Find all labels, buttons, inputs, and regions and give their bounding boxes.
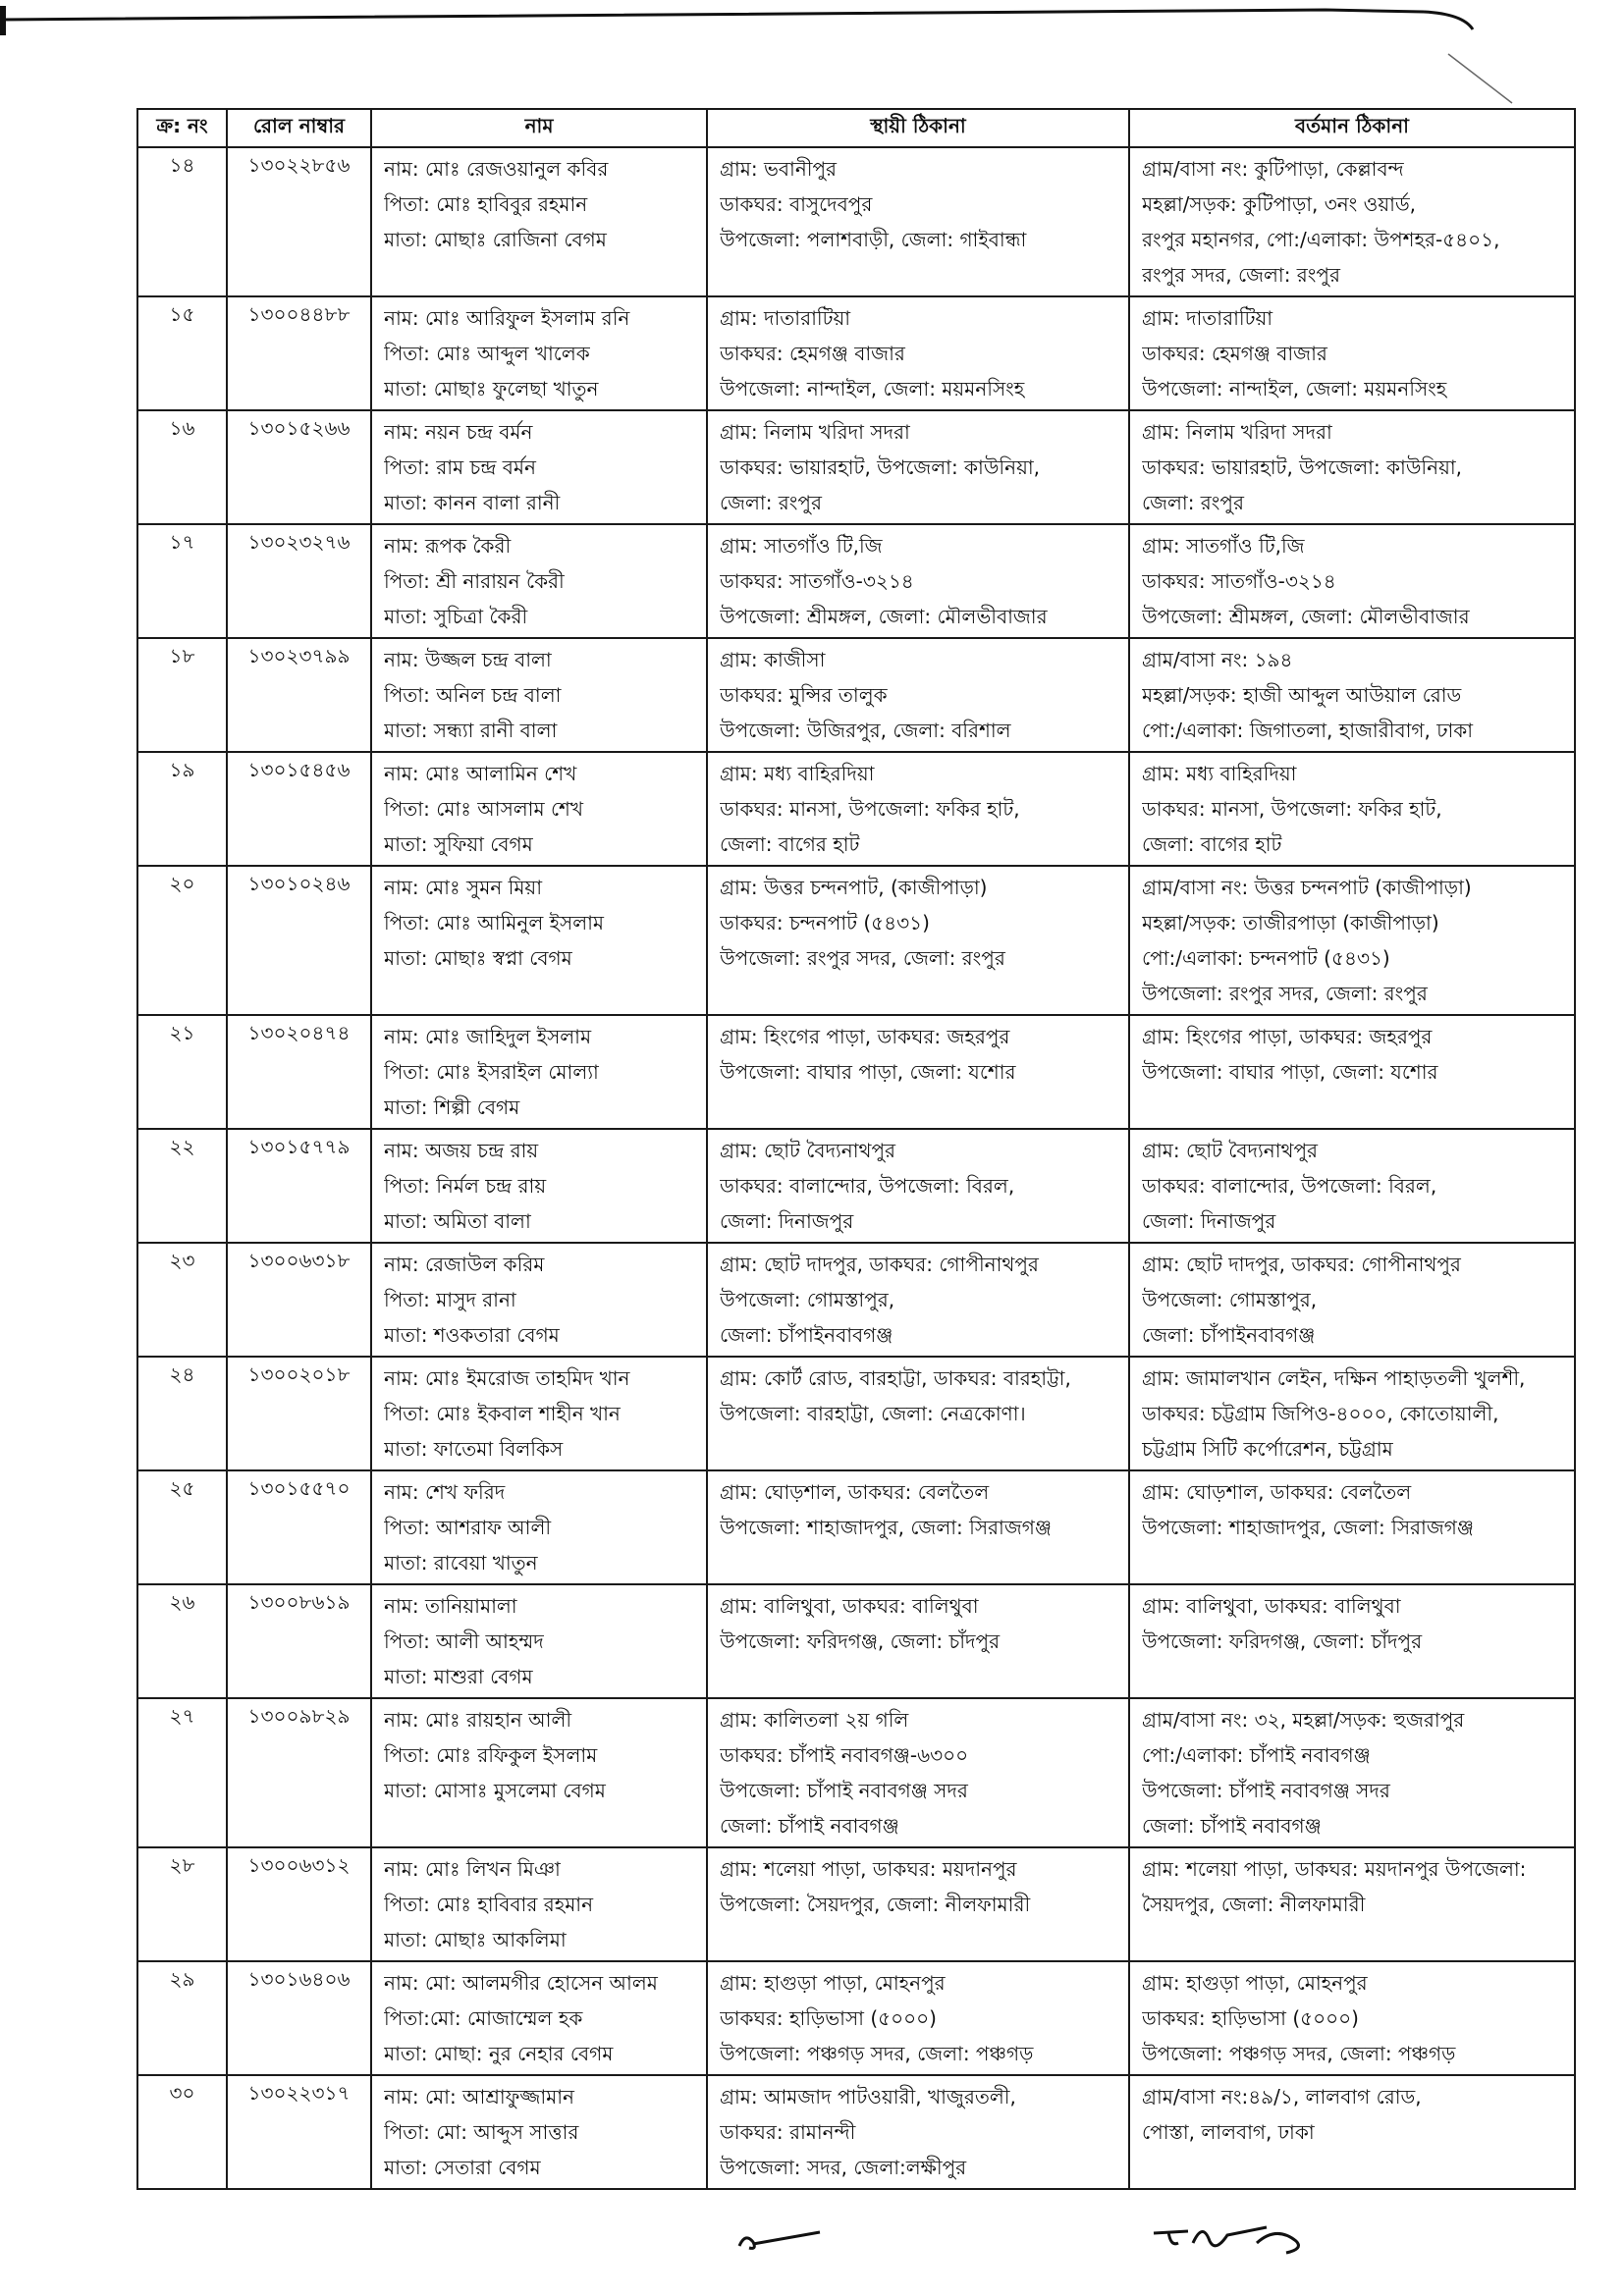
roll-number-cell: ১৩০২০৪৭৪ <box>227 1015 371 1129</box>
name-line: নাম: অজয় চন্দ্র রায় <box>384 1139 539 1162</box>
name-line: পিতা: মাসুদ রানা <box>384 1288 516 1311</box>
address-line: গ্রাম: শলেয়া পাড়া, ডাকঘর: ময়দানপুর <box>720 1857 1017 1881</box>
table-header-row <box>137 109 1575 147</box>
address-line: জেলা: চাঁপাই নবাবগঞ্জ <box>1142 1814 1322 1838</box>
name-line: নাম: নয়ন চন্দ্র বর্মন <box>384 420 533 444</box>
permanent-address-cell <box>707 1357 1129 1470</box>
roll-number-cell: ১৩০১৫৫৭০ <box>227 1470 371 1584</box>
address-line: পোস্তা, লালবাগ, ঢাকা <box>1142 2120 1315 2144</box>
address-line: উপজেলা: গোমস্তাপুর, <box>720 1288 895 1311</box>
address-line: রংপুর মহানগর, পো:/এলাকা: উপশহর-৫৪০১, <box>1142 228 1500 251</box>
name-line: মাতা: মোছাঃ রোজিনা বেগম <box>384 228 607 251</box>
address-line: ডাকঘর: মানসা, উপজেলা: ফকির হাট, <box>720 797 1020 821</box>
address-line: উপজেলা: শ্রীমঙ্গল, জেলা: মৌলভীবাজার <box>1142 605 1470 628</box>
table-row <box>137 147 1575 296</box>
present-address-cell <box>1129 296 1575 410</box>
name-line: মাতা: সুচিত্রা কৈরী <box>384 605 528 628</box>
serial-cell: ২৯ <box>137 1961 227 2075</box>
address-line: ডাকঘর: বালান্দোর, উপজেলা: বিরল, <box>720 1174 1015 1198</box>
address-line: গ্রাম/বাসা নং: কুটিপাড়া, কেল্লাবন্দ <box>1142 157 1404 181</box>
name-line: মাতা: কানন বালা রানী <box>384 491 561 514</box>
address-line: গ্রাম: ছোট দাদপুর, ডাকঘর: গোপীনাথপুর <box>720 1253 1039 1276</box>
roll-number-cell: ১৩০০৬৩১৮ <box>227 1243 371 1357</box>
name-line: পিতা: মোঃ আসলাম শেখ <box>384 797 584 821</box>
roll-number-cell: ১৩০০৮৬১৯ <box>227 1584 371 1698</box>
address-line: গ্রাম: হাগুড়া পাড়া, মোহনপুর <box>720 1971 946 1995</box>
address-line: মহল্লা/সড়ক: কুটিপাড়া, ৩নং ওয়ার্ড, <box>1142 192 1417 216</box>
address-line: জেলা: বাগের হাট <box>720 832 860 856</box>
address-line: গ্রাম: নিলাম খরিদা সদরা <box>720 420 910 444</box>
address-line: উপজেলা: বাঘার পাড়া, জেলা: যশোর <box>720 1060 1016 1084</box>
table-row <box>137 752 1575 866</box>
header-permanent-address: স্থায়ী ঠিকানা <box>707 109 1129 147</box>
roll-number-cell: ১৩০০৯৮২৯ <box>227 1698 371 1847</box>
name-cell <box>371 524 707 638</box>
fold-mark <box>1443 49 1522 108</box>
address-line: উপজেলা: পঞ্চগড় সদর, জেলা: পঞ্চগড় <box>720 2042 1034 2065</box>
address-line: উপজেলা: নান্দাইল, জেলা: ময়মনসিংহ <box>1142 377 1447 400</box>
name-cell <box>371 296 707 410</box>
address-line: ডাকঘর: ভায়ারহাট, উপজেলা: কাউনিয়া, <box>720 455 1041 479</box>
address-line: ডাকঘর: রামানন্দী <box>720 2120 856 2144</box>
serial-cell: ২৪ <box>137 1357 227 1470</box>
header-roll: রোল নাম্বার <box>227 109 371 147</box>
address-line: গ্রাম: দাতারাটিয়া <box>720 306 851 330</box>
address-line: উপজেলা: বাঘার পাড়া, জেলা: যশোর <box>1142 1060 1438 1084</box>
name-line: নাম: রেজাউল করিম <box>384 1253 545 1276</box>
serial-cell: ২৩ <box>137 1243 227 1357</box>
name-line: মাতা: সুফিয়া বেগম <box>384 832 533 856</box>
name-line: মাতা: মাশুরা বেগম <box>384 1665 533 1688</box>
permanent-address-cell <box>707 1698 1129 1847</box>
name-cell <box>371 1129 707 1243</box>
present-address-cell <box>1129 1847 1575 1961</box>
address-line: জেলা: চাঁপাইনবাবগঞ্জ <box>720 1323 893 1347</box>
address-line: গ্রাম: মধ্য বাহিরদিয়া <box>1142 762 1297 785</box>
table-row <box>137 2075 1575 2189</box>
signature-left <box>731 2220 830 2260</box>
name-line: পিতা: আশরাফ আলী <box>384 1516 552 1539</box>
address-line: ডাকঘর: হাড়িভাসা (৫০০০) <box>720 2006 937 2030</box>
address-line: গ্রাম: মধ্য বাহিরদিয়া <box>720 762 875 785</box>
table-body <box>137 147 1575 2189</box>
name-cell <box>371 1961 707 2075</box>
name-line: নাম: মোঃ রায়হান আলী <box>384 1708 572 1732</box>
roll-number-cell: ১৩০২৩৭৯৯ <box>227 638 371 752</box>
address-line: ডাকঘর: বাসুদেবপুর <box>720 192 873 216</box>
address-line: মহল্লা/সড়ক: হাজী আব্দুল আউয়াল রোড <box>1142 683 1462 707</box>
permanent-address-cell <box>707 1470 1129 1584</box>
name-cell <box>371 866 707 1015</box>
permanent-address-cell <box>707 752 1129 866</box>
scan-border-marks <box>0 0 1624 39</box>
address-line: পো:/এলাকা: জিগাতলা, হাজারীবাগ, ঢাকা <box>1142 719 1474 742</box>
address-line: গ্রাম: ছোট বৈদ্যনাথপুর <box>1142 1139 1319 1162</box>
address-line: উপজেলা: রংপুর সদর, জেলা: রংপুর <box>720 946 1005 970</box>
address-line: ডাকঘর: চাঁপাই নবাবগঞ্জ-৬৩০০ <box>720 1743 969 1767</box>
address-line: পো:/এলাকা: চন্দনপাট (৫৪৩১) <box>1142 946 1390 970</box>
address-line: ডাকঘর: মুন্সির তালুক <box>720 683 888 707</box>
name-line: নাম: উজ্জল চন্দ্র বালা <box>384 648 552 671</box>
roll-number-cell: ১৩০০৬৩১২ <box>227 1847 371 1961</box>
address-line: ডাকঘর: হাড়িভাসা (৫০০০) <box>1142 2006 1359 2030</box>
address-line: মহল্লা/সড়ক: তাজীরপাড়া (কাজীপাড়া) <box>1142 911 1439 934</box>
roll-number-cell: ১৩০২৩২৭৬ <box>227 524 371 638</box>
present-address-cell <box>1129 2075 1575 2189</box>
name-line: নাম: মোঃ সুমন মিয়া <box>384 876 542 899</box>
permanent-address-cell <box>707 1015 1129 1129</box>
permanent-address-cell <box>707 638 1129 752</box>
name-cell <box>371 752 707 866</box>
address-line: উপজেলা: গোমস্তাপুর, <box>1142 1288 1318 1311</box>
permanent-address-cell <box>707 1961 1129 2075</box>
table-row <box>137 1243 1575 1357</box>
address-line: ডাকঘর: হেমগঞ্জ বাজার <box>1142 342 1327 365</box>
address-line: ডাকঘর: সাতগাঁও-৩২১৪ <box>720 569 914 593</box>
address-line: জেলা: দিনাজপুর <box>720 1209 854 1233</box>
address-line: গ্রাম: হিংগের পাড়া, ডাকঘর: জহরপুর <box>1142 1025 1433 1048</box>
table-row <box>137 1961 1575 2075</box>
address-line: উপজেলা: শাহাজাদপুর, জেলা: সিরাজগঞ্জ <box>720 1516 1052 1539</box>
name-line: পিতা: নির্মল চন্দ্র রায় <box>384 1174 547 1198</box>
serial-cell: ৩০ <box>137 2075 227 2189</box>
address-line: ডাকঘর: বালান্দোর, উপজেলা: বিরল, <box>1142 1174 1437 1198</box>
table-row <box>137 1584 1575 1698</box>
candidate-table <box>136 108 1576 2190</box>
address-line: গ্রাম: দাতারাটিয়া <box>1142 306 1273 330</box>
serial-cell: ২৫ <box>137 1470 227 1584</box>
name-line: মাতা: শিল্পী বেগম <box>384 1095 520 1119</box>
name-line: পিতা: মো: আব্দুস সাত্তার <box>384 2120 579 2144</box>
address-line: গ্রাম: ঘোড়শাল, ডাকঘর: বেলতৈল <box>720 1480 990 1504</box>
address-line: উপজেলা: নান্দাইল, জেলা: ময়মনসিংহ <box>720 377 1025 400</box>
address-line: গ্রাম/বাসা নং:৪৯/১, লালবাগ রোড, <box>1142 2085 1422 2109</box>
name-cell <box>371 1847 707 1961</box>
serial-cell: ২২ <box>137 1129 227 1243</box>
table-row <box>137 638 1575 752</box>
address-line: উপজেলা: বারহাট্টা, জেলা: নেত্রকোণা। <box>720 1402 1026 1425</box>
permanent-address-cell <box>707 524 1129 638</box>
signature-right <box>1149 2214 1316 2263</box>
name-line: পিতা: আলী আহম্মদ <box>384 1629 544 1653</box>
address-line: গ্রাম: শলেয়া পাড়া, ডাকঘর: ময়দানপুর উপজেলা: <box>1142 1857 1527 1881</box>
present-address-cell <box>1129 410 1575 524</box>
name-cell <box>371 1357 707 1470</box>
permanent-address-cell <box>707 2075 1129 2189</box>
present-address-cell <box>1129 524 1575 638</box>
address-line: ডাকঘর: হেমগঞ্জ বাজার <box>720 342 905 365</box>
address-line: গ্রাম: হিংগের পাড়া, ডাকঘর: জহরপুর <box>720 1025 1010 1048</box>
permanent-address-cell <box>707 1847 1129 1961</box>
present-address-cell <box>1129 1698 1575 1847</box>
name-line: পিতা: মোঃ আমিনুল ইসলাম <box>384 911 605 934</box>
present-address-cell <box>1129 1961 1575 2075</box>
address-line: সৈয়দপুর, জেলা: নীলফামারী <box>1142 1893 1366 1916</box>
roll-number-cell: ১৩০১০২৪৬ <box>227 866 371 1015</box>
serial-cell: ২০ <box>137 866 227 1015</box>
name-line: পিতা: শ্রী নারায়ন কৈরী <box>384 569 565 593</box>
roll-number-cell: ১৩০১৫৪৫৬ <box>227 752 371 866</box>
name-line: পিতা: মোঃ আব্দুল খালেক <box>384 342 590 365</box>
name-line: পিতা: মোঃ ইকবাল শাহীন খান <box>384 1402 621 1425</box>
name-line: নাম: মোঃ আরিফুল ইসলাম রনি <box>384 306 630 330</box>
table-row <box>137 1357 1575 1470</box>
roll-number-cell: ১৩০১৫৭৭৯ <box>227 1129 371 1243</box>
table-row <box>137 866 1575 1015</box>
name-cell <box>371 410 707 524</box>
address-line: গ্রাম/বাসা নং: ১৯৪ <box>1142 648 1293 671</box>
name-line: মাতা: মোছাঃ আকলিমা <box>384 1928 567 1951</box>
address-line: গ্রাম: সাতগাঁও টি,জি <box>1142 534 1305 558</box>
table-row <box>137 1470 1575 1584</box>
address-line: উপজেলা: ফরিদগঞ্জ, জেলা: চাঁদপুর <box>720 1629 1001 1653</box>
name-line: পিতা: মোঃ রফিকুল ইসলাম <box>384 1743 598 1767</box>
header-name: নাম <box>371 109 707 147</box>
present-address-cell <box>1129 752 1575 866</box>
name-line: নাম: রূপক কৈরী <box>384 534 512 558</box>
present-address-cell <box>1129 638 1575 752</box>
address-line: ডাকঘর: ভায়ারহাট, উপজেলা: কাউনিয়া, <box>1142 455 1463 479</box>
table-row <box>137 1015 1575 1129</box>
address-line: রংপুর সদর, জেলা: রংপুর <box>1142 263 1340 287</box>
address-line: গ্রাম: সাতগাঁও টি,জি <box>720 534 883 558</box>
present-address-cell <box>1129 1470 1575 1584</box>
present-address-cell <box>1129 1243 1575 1357</box>
address-line: গ্রাম/বাসা নং: উত্তর চন্দনপাট (কাজীপাড়া) <box>1142 876 1472 899</box>
roll-number-cell: ১৩০১৬৪০৬ <box>227 1961 371 2075</box>
name-cell <box>371 1470 707 1584</box>
name-line: নাম: মোঃ রেজওয়ানুল কবির <box>384 157 609 181</box>
name-cell <box>371 2075 707 2189</box>
name-line: পিতা: মোঃ ইসরাইল মোল্যা <box>384 1060 599 1084</box>
address-line: গ্রাম: ছোট বৈদ্যনাথপুর <box>720 1139 896 1162</box>
name-line: পিতা: মোঃ হাবিবার রহমান <box>384 1893 594 1916</box>
name-cell <box>371 147 707 296</box>
roll-number-cell: ১৩০০২০১৮ <box>227 1357 371 1470</box>
permanent-address-cell <box>707 1129 1129 1243</box>
address-line: উপজেলা: চাঁপাই নবাবগঞ্জ সদর <box>1142 1779 1390 1802</box>
name-line: নাম: মোঃ লিখন মিঞা <box>384 1857 561 1881</box>
name-line: নাম: মো: আশ্রাফুজ্জামান <box>384 2085 574 2109</box>
address-line: গ্রাম: আমজাদ পাটওয়ারী, খাজুরতলী, <box>720 2085 1016 2109</box>
address-line: উপজেলা: শাহাজাদপুর, জেলা: সিরাজগঞ্জ <box>1142 1516 1474 1539</box>
address-line: ডাকঘর: চন্দনপাট (৫৪৩১) <box>720 911 930 934</box>
name-line: পিতা:মো: মোজাম্মেল হক <box>384 2006 583 2030</box>
name-line: মাতা: অমিতা বালা <box>384 1209 531 1233</box>
roll-number-cell: ১৩০২২৩১৭ <box>227 2075 371 2189</box>
name-line: মাতা: সন্ধ্যা রানী বালা <box>384 719 558 742</box>
address-line: গ্রাম: জামালখান লেইন, দক্ষিন পাহাড়তলী খুলশী, <box>1142 1366 1526 1390</box>
address-line: উপজেলা: ফরিদগঞ্জ, জেলা: চাঁদপুর <box>1142 1629 1423 1653</box>
permanent-address-cell <box>707 1584 1129 1698</box>
permanent-address-cell <box>707 296 1129 410</box>
permanent-address-cell <box>707 147 1129 296</box>
name-line: নাম: তানিয়ামালা <box>384 1594 517 1618</box>
address-line: জেলা: রংপুর <box>720 491 822 514</box>
address-line: গ্রাম: ভবানীপুর <box>720 157 838 181</box>
address-line: উপজেলা: রংপুর সদর, জেলা: রংপুর <box>1142 982 1428 1005</box>
name-line: পিতা: মোঃ হাবিবুর রহমান <box>384 192 588 216</box>
name-line: মাতা: মোছাঃ ফুলেছা খাতুন <box>384 377 599 400</box>
address-line: পো:/এলাকা: চাঁপাই নবাবগঞ্জ <box>1142 1743 1371 1767</box>
address-line: উপজেলা: সৈয়দপুর, জেলা: নীলফামারী <box>720 1893 1031 1916</box>
name-cell <box>371 638 707 752</box>
address-line: গ্রাম: বালিথুবা, ডাকঘর: বালিথুবা <box>1142 1594 1401 1618</box>
header-present-address: বর্তমান ঠিকানা <box>1129 109 1575 147</box>
serial-cell: ১৪ <box>137 147 227 296</box>
address-line: গ্রাম: হাগুড়া পাড়া, মোহনপুর <box>1142 1971 1368 1995</box>
name-line: মাতা: ফাতেমা বিলকিস <box>384 1437 564 1461</box>
address-line: ডাকঘর: সাতগাঁও-৩২১৪ <box>1142 569 1336 593</box>
address-line: গ্রাম: উত্তর চন্দনপাট, (কাজীপাড়া) <box>720 876 988 899</box>
name-line: নাম: মোঃ ইমরোজ তাহমিদ খান <box>384 1366 630 1390</box>
table-row <box>137 296 1575 410</box>
address-line: গ্রাম: ছোট দাদপুর, ডাকঘর: গোপীনাথপুর <box>1142 1253 1461 1276</box>
name-line: নাম: মোঃ আলামিন শেখ <box>384 762 577 785</box>
address-line: উপজেলা: সদর, জেলা:লক্ষীপুর <box>720 2156 967 2179</box>
name-line: পিতা: রাম চন্দ্র বর্মন <box>384 455 536 479</box>
roll-number-cell: ১৩০১৫২৬৬ <box>227 410 371 524</box>
address-line: গ্রাম: কাজীসা <box>720 648 826 671</box>
serial-cell: ২৮ <box>137 1847 227 1961</box>
permanent-address-cell <box>707 410 1129 524</box>
address-line: ডাকঘর: চট্টগ্রাম জিপিও-৪০০০, কোতোয়ালী, <box>1142 1402 1499 1425</box>
name-line: পিতা: অনিল চন্দ্র বালা <box>384 683 562 707</box>
header-serial: ক্র: নং <box>137 109 227 147</box>
present-address-cell <box>1129 147 1575 296</box>
permanent-address-cell <box>707 1243 1129 1357</box>
table-row <box>137 524 1575 638</box>
serial-cell: ১৮ <box>137 638 227 752</box>
address-line: গ্রাম/বাসা নং: ৩২, মহল্লা/সড়ক: হুজরাপুর <box>1142 1708 1465 1732</box>
name-line: মাতা: সেতারা বেগম <box>384 2156 541 2179</box>
name-line: নাম: মোঃ জাহিদুল ইসলাম <box>384 1025 592 1048</box>
address-line: চট্টগ্রাম সিটি কর্পোরেশন, চট্টগ্রাম <box>1142 1437 1393 1461</box>
address-line: উপজেলা: চাঁপাই নবাবগঞ্জ সদর <box>720 1779 968 1802</box>
address-line: গ্রাম: কালিতলা ২য় গলি <box>720 1708 909 1732</box>
serial-cell: ১৫ <box>137 296 227 410</box>
serial-cell: ১৯ <box>137 752 227 866</box>
present-address-cell <box>1129 1015 1575 1129</box>
name-line: নাম: মো: আলমগীর হোসেন আলম <box>384 1971 658 1995</box>
present-address-cell <box>1129 866 1575 1015</box>
name-line: মাতা: মোছাঃ স্বপ্না বেগম <box>384 946 572 970</box>
serial-cell: ২৭ <box>137 1698 227 1847</box>
present-address-cell <box>1129 1357 1575 1470</box>
name-cell <box>371 1584 707 1698</box>
table-row <box>137 1847 1575 1961</box>
permanent-address-cell <box>707 866 1129 1015</box>
address-line: ডাকঘর: মানসা, উপজেলা: ফকির হাট, <box>1142 797 1442 821</box>
serial-cell: ১৭ <box>137 524 227 638</box>
name-line: মাতা: মোছা: নুর নেহার বেগম <box>384 2042 614 2065</box>
address-line: উপজেলা: পঞ্চগড় সদর, জেলা: পঞ্চগড় <box>1142 2042 1456 2065</box>
address-line: জেলা: চাঁপাইনবাবগঞ্জ <box>1142 1323 1316 1347</box>
name-cell <box>371 1243 707 1357</box>
address-line: জেলা: রংপুর <box>1142 491 1244 514</box>
name-line: মাতা: মোসাঃ মুসলেমা বেগম <box>384 1779 606 1802</box>
address-line: গ্রাম: ঘোড়শাল, ডাকঘর: বেলতৈল <box>1142 1480 1412 1504</box>
address-line: উপজেলা: উজিরপুর, জেলা: বরিশাল <box>720 719 1011 742</box>
address-line: জেলা: দিনাজপুর <box>1142 1209 1276 1233</box>
present-address-cell <box>1129 1584 1575 1698</box>
name-line: মাতা: শওকতারা বেগম <box>384 1323 560 1347</box>
serial-cell: ১৬ <box>137 410 227 524</box>
name-line: নাম: শেখ ফরিদ <box>384 1480 506 1504</box>
address-line: জেলা: বাগের হাট <box>1142 832 1282 856</box>
address-line: উপজেলা: শ্রীমঙ্গল, জেলা: মৌলভীবাজার <box>720 605 1048 628</box>
table-row <box>137 410 1575 524</box>
table-row <box>137 1698 1575 1847</box>
name-line: মাতা: রাবেয়া খাতুন <box>384 1551 538 1575</box>
name-cell <box>371 1015 707 1129</box>
address-line: জেলা: চাঁপাই নবাবগঞ্জ <box>720 1814 899 1838</box>
roll-number-cell: ১৩০২২৮৫৬ <box>227 147 371 296</box>
serial-cell: ২৬ <box>137 1584 227 1698</box>
roll-number-cell: ১৩০০৪৪৮৮ <box>227 296 371 410</box>
address-line: গ্রাম: নিলাম খরিদা সদরা <box>1142 420 1332 444</box>
name-cell <box>371 1698 707 1847</box>
address-line: উপজেলা: পলাশবাড়ী, জেলা: গাইবান্ধা <box>720 228 1027 251</box>
address-line: গ্রাম: কোর্ট রোড, বারহাট্টা, ডাকঘর: বারহাট্টা, <box>720 1366 1071 1390</box>
address-line: গ্রাম: বালিথুবা, ডাকঘর: বালিথুবা <box>720 1594 979 1618</box>
table-row <box>137 1129 1575 1243</box>
present-address-cell <box>1129 1129 1575 1243</box>
serial-cell: ২১ <box>137 1015 227 1129</box>
